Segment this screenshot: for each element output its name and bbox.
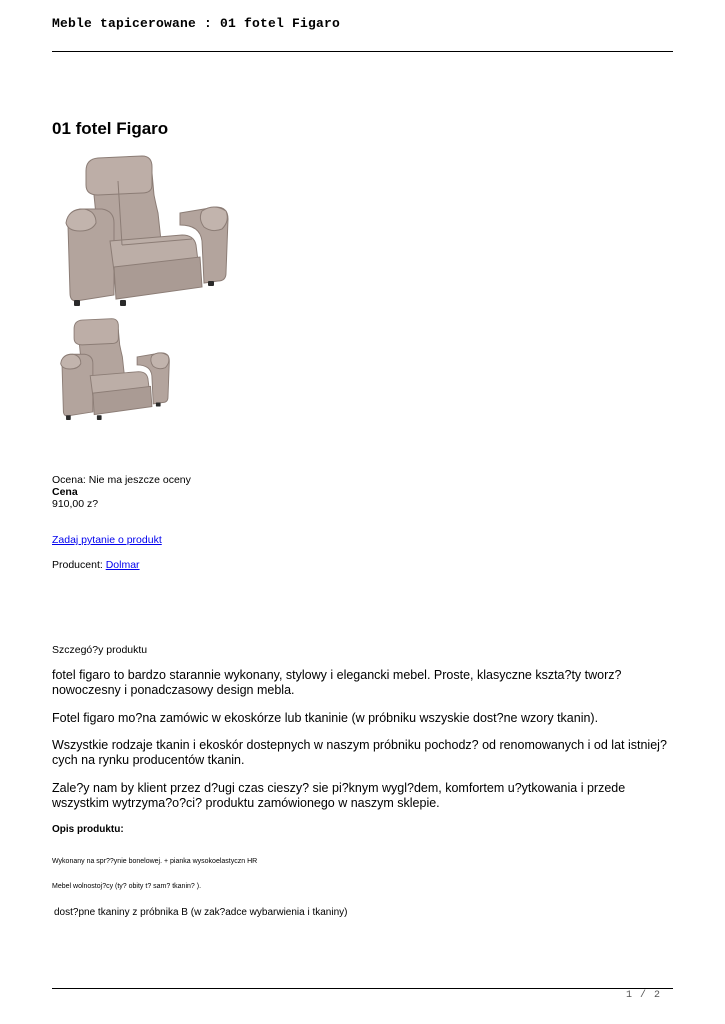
producer-label: Producent: bbox=[52, 559, 106, 571]
details-paragraph: Wszystkie rodzaje tkanin i ekoskór dostepnych w naszym próbniku pochodz? od renomowanych i od lat istniej?cych na rynku producentów tkanin. bbox=[52, 738, 667, 767]
description-line: Mebel wolnostoj?cy (ty? obity t? sam? tkanin? ). bbox=[52, 883, 202, 890]
price-value: 910,00 z? bbox=[52, 498, 99, 510]
document-header-title: Meble tapicerowane : 01 fotel Figaro bbox=[52, 16, 341, 31]
details-paragraph: Fotel figaro mo?na zamówic w ekoskórze lub tkaninie (w próbniku wszyskie dost?ne wzory tkanin). bbox=[52, 711, 599, 725]
details-paragraph: fotel figaro to bardzo starannie wykonany, stylowy i elegancki mebel. Proste, klasyczne kszta?ty tworz? nowoczesny i ponadczasowy design mebla. bbox=[52, 668, 622, 697]
producer-line bbox=[52, 559, 140, 571]
description-line: Wykonany na spr??ynie bonelowej. + pianka wysokoelastyczn HR bbox=[52, 858, 258, 865]
available-fabrics-text: dost?pne tkaniny z próbnika B (w zak?adce wybarwienia i tkaniny) bbox=[54, 907, 348, 918]
producer-link[interactable]: Dolmar bbox=[105, 559, 140, 571]
details-heading: Szczegó?y produktu bbox=[52, 644, 148, 656]
armchair-drawing bbox=[66, 156, 228, 301]
armchair-image-large bbox=[62, 155, 232, 313]
header-divider bbox=[52, 51, 673, 52]
page-number: 1 / 2 bbox=[626, 990, 662, 1001]
armchair-image-small bbox=[58, 318, 172, 424]
rating-text: Ocena: Nie ma jeszcze oceny bbox=[52, 474, 191, 486]
details-paragraph: Zale?y nam by klient przez d?ugi czas cieszy? sie pi?knym wygl?dem, komfortem u?ytkowania i przede wszystkim wytrzyma?o?ci? produktu zamówionego w naszym sklepie. bbox=[52, 781, 626, 810]
footer-divider bbox=[52, 988, 673, 989]
description-heading: Opis produktu: bbox=[52, 824, 124, 835]
page-title: 01 fotel Figaro bbox=[52, 119, 169, 138]
ask-question-link[interactable]: Zadaj pytanie o produkt bbox=[52, 534, 162, 546]
price-label: Cena bbox=[52, 486, 78, 498]
